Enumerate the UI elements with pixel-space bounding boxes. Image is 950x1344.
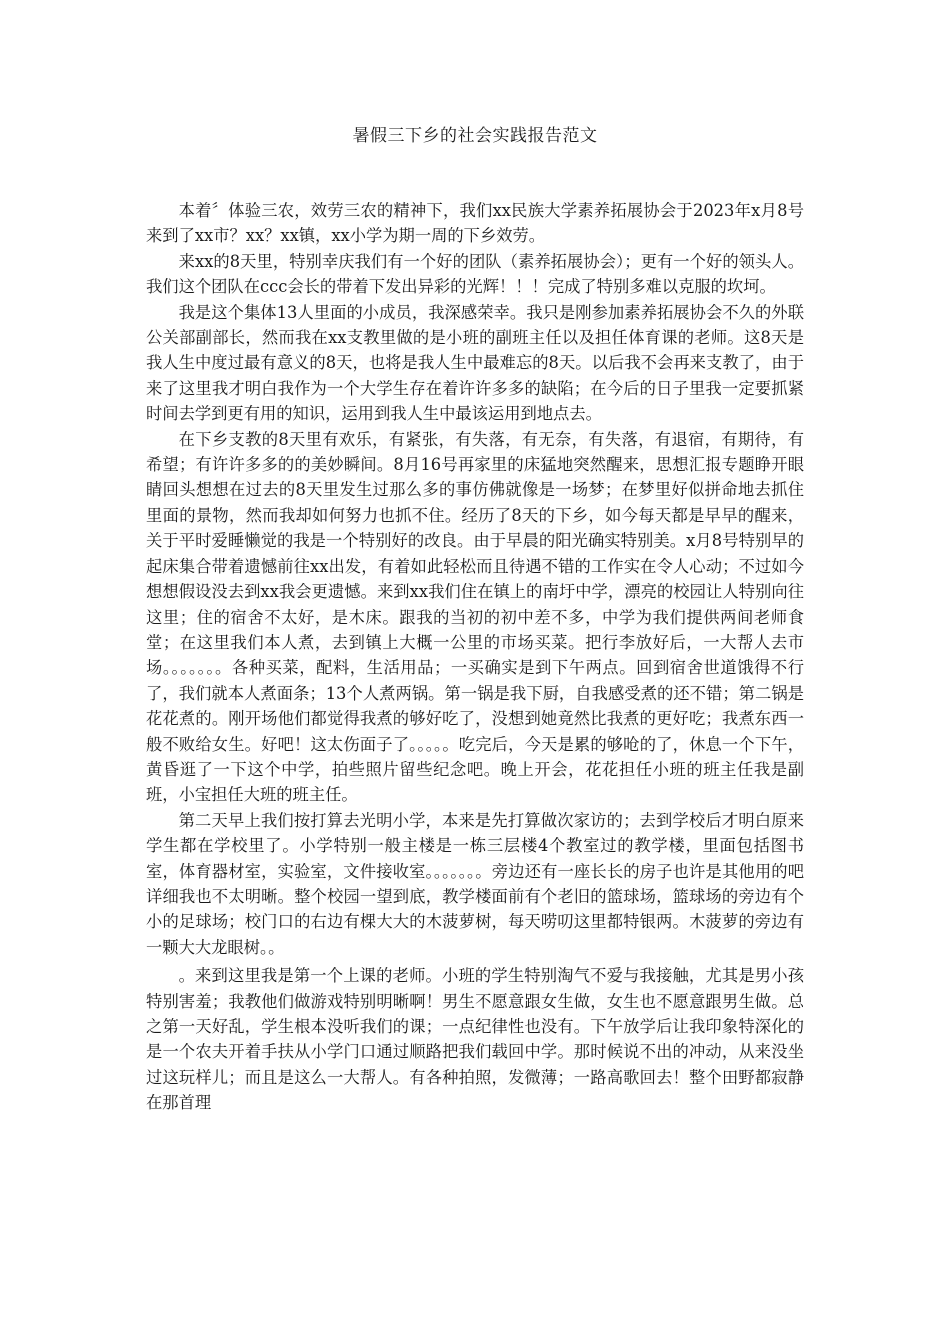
paragraph-first-class: 。来到这里我是第一个上课的老师。小班的学生特别淘气不爱与我接触，尤其是男小孩特别害羞；我教他们做游戏特别明晰啊！男生不愿意跟女生做，女生也不愿意跟男生做。总之第一天好乱，学生根本没听我们的课；一点纪律性也没有。下午放学后让我印象特深化的是一个农夫开着手扶从小学门口通过顺路把我们载回中学。那时候说不出的冲动，从来没坐过这玩样儿；而且是这么一大帮人。有各种拍照，发微薄；一路高歌回去！整个田野都寂静在那首理 [146, 966, 804, 1113]
document-title: 暑假三下乡的社会实践报告范文 [352, 126, 598, 146]
paragraph-team: 来xx的8天里，特别幸庆我们有一个好的团队（素养拓展协会）；更有一个好的领头人。我们这个团队在ccc会长的带着下发出异彩的光辉！！！完成了特别多难以克服的坎坷。 [146, 251, 804, 297]
paragraph-eight-days: 在下乡支教的8天里有欢乐，有紧张，有失落，有无奈，有失落，有退宿，有期待，有希望；有许许多多的的美妙瞬间。8月16号再家里的床猛地突然醒来，思想汇报专题睁开眼睛回头想想在过去的8天里发生过那么多的事仿佛就像是一场梦；在梦里好似拼命地去抓住里面的景物，然而我却如何努力也抓不住。经历了8天的下乡，如今每天都是早早的醒来，关于平时爱睡懒觉的我是一个特别好的改良。由于早晨的阳光确实特别美。x月8号特别早的起床集合带着遗憾前往xx出发，有着如此轻松而且待遇不错的工作实在令人心动；不过如今想想假设没去到xx我会更遗憾。来到xx我们住在镇上的南圩中学，漂亮的校园让人特别向往这里；住的宿舍不太好，是木床。跟我的当初的初中差不多，中学为我们提供两间老师食堂；在这里我们本人煮，去到镇上大概一公里的市场买菜。把行李放好后，一大帮人去市场。。。。。。。各种买菜，配料，生活用品；一买确实是到下午两点。回到宿舍世道饿得不行了，我们就本人煮面条；13个人煮两锅。第一锅是我下厨，自我感受煮的还不错；第二锅是花花煮的。刚开场他们都觉得我煮的够好吃了，没想到她竟然比我煮的更好吃；我煮东西一般不败给女生。好吧！这太伤面子了。。。。。吃完后，今天是累的够呛的了，休息一个下午，黄昏逛了一下这个中学，拍些照片留些纪念吧。晚上开会，花花担任小班的班主任我是副班，小宝担任大班的班主任。 [146, 429, 804, 805]
paragraph-second-day: 第二天早上我们按打算去光明小学，本来是先打算做次家访的；去到学校后才明白原来学生都在学校里了。小学特别一般主楼是一栋三层楼4个教室过的教学楼，里面包括图书室，体育器材室，实验室，文件接收室。。。。。。。旁边还有一座长长的房子也许是其他用的吧详细我也不太明晰。整个校园一望到底，教学楼面前有个老旧的篮球场，篮球场的旁边有个小的足球场；校门口的右边有棵大大的木菠萝树，每天唠叨这里都特银两。木菠萝的旁边有一颗大大龙眼树。。 [146, 810, 804, 957]
paragraph-member: 我是这个集体13人里面的小成员，我深感荣幸。我只是刚参加素养拓展协会不久的外联公关部副部长，然而我在xx支教里做的是小班的副班主任以及担任体育课的老师。这8天是我人生中度过最有意义的8天，也将是我人生中最难忘的8天。以后我不会再来支教了，由于来了这里我才明白我作为一个大学生存在着许许多多的缺陷；在今后的日子里我一定要抓紧时间去学到更有用的知识，运用到我人生中最该运用到地点去。 [146, 302, 804, 424]
document-body [146, 198, 804, 1116]
paragraph-intro: 本着〞体验三农，效劳三农的精神下，我们xx民族大学素养拓展协会于2023年x月8号来到了xx市？xx？xx镇，xx小学为期一周的下乡效劳。 [146, 201, 804, 246]
